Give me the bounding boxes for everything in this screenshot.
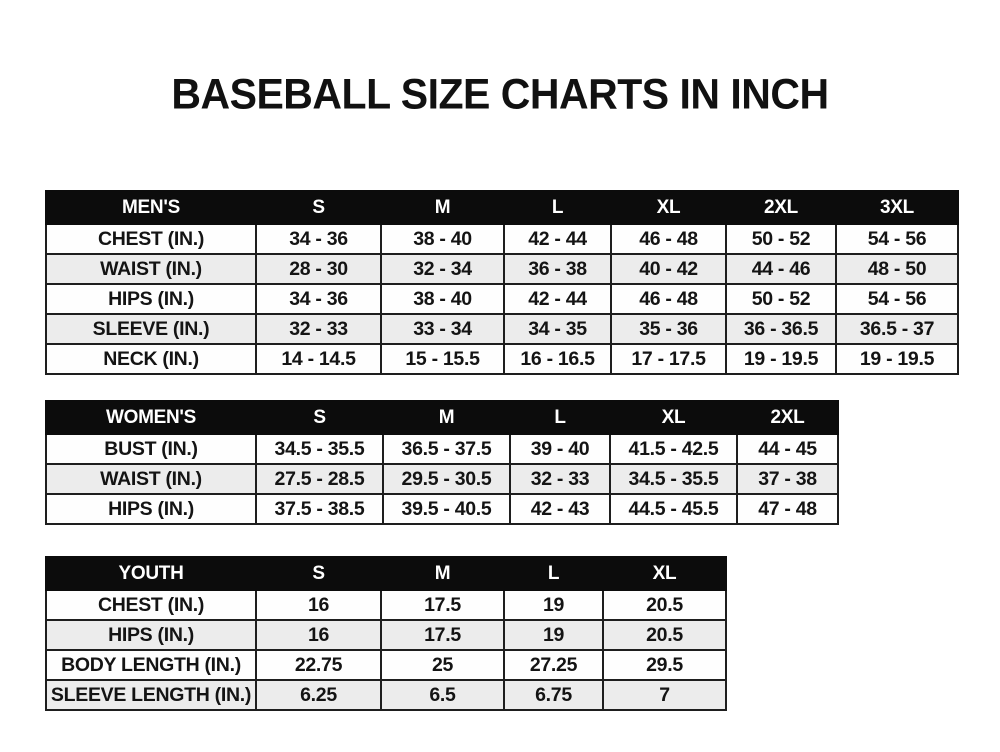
size-cell: 34.5 - 35.5 [256, 434, 383, 464]
size-cell: 15 - 15.5 [381, 344, 504, 374]
row-label: CHEST (IN.) [46, 224, 256, 254]
size-cell: 27.25 [504, 650, 603, 680]
row-label: HIPS (IN.) [46, 620, 256, 650]
table-row-neck [46, 344, 958, 374]
row-label: HIPS (IN.) [46, 494, 256, 524]
column-header-xl: XL [610, 401, 737, 434]
size-cell: 19 [504, 620, 603, 650]
row-label: WAIST (IN.) [46, 254, 256, 284]
size-cell: 54 - 56 [836, 284, 958, 314]
size-cell: 35 - 36 [611, 314, 726, 344]
table-row-hips [46, 620, 726, 650]
size-cell: 36 - 36.5 [726, 314, 836, 344]
row-label: WAIST (IN.) [46, 464, 256, 494]
page-title: BASEBALL SIZE CHARTS IN INCH [171, 70, 829, 118]
column-header-s: S [256, 191, 381, 224]
size-cell: 50 - 52 [726, 284, 836, 314]
column-header-2xl: 2XL [726, 191, 836, 224]
size-cell: 37 - 38 [737, 464, 838, 494]
table-row-chest [46, 590, 726, 620]
size-cell: 17.5 [381, 620, 504, 650]
size-cell: 17 - 17.5 [611, 344, 726, 374]
size-cell: 22.75 [256, 650, 381, 680]
table-row-hips [46, 284, 958, 314]
size-cell: 7 [603, 680, 726, 710]
size-cell: 44.5 - 45.5 [610, 494, 737, 524]
youth-size-table [45, 556, 727, 711]
size-cell: 36.5 - 37 [836, 314, 958, 344]
size-cell: 42 - 43 [510, 494, 610, 524]
size-cell: 34 - 35 [504, 314, 611, 344]
table-row-bust [46, 434, 838, 464]
size-cell: 32 - 34 [381, 254, 504, 284]
size-cell: 34 - 36 [256, 284, 381, 314]
column-header-xl: XL [603, 557, 726, 590]
mens-header-row [46, 191, 958, 224]
size-cell: 27.5 - 28.5 [256, 464, 383, 494]
size-cell: 29.5 - 30.5 [383, 464, 510, 494]
size-cell: 17.5 [381, 590, 504, 620]
size-cell: 39.5 - 40.5 [383, 494, 510, 524]
womens-size-table [45, 400, 839, 525]
size-cell: 42 - 44 [504, 224, 611, 254]
womens-header-row [46, 401, 838, 434]
row-label: BODY LENGTH (IN.) [46, 650, 256, 680]
row-label: BUST (IN.) [46, 434, 256, 464]
size-cell: 32 - 33 [510, 464, 610, 494]
table-row-waist [46, 464, 838, 494]
size-cell: 6.5 [381, 680, 504, 710]
size-cell: 36 - 38 [504, 254, 611, 284]
table-row-chest [46, 224, 958, 254]
size-cell: 47 - 48 [737, 494, 838, 524]
table-row-body-length [46, 650, 726, 680]
column-header-xl: XL [611, 191, 726, 224]
table-row-sleeve-length [46, 680, 726, 710]
size-cell: 16 [256, 590, 381, 620]
row-label: HIPS (IN.) [46, 284, 256, 314]
size-cell: 32 - 33 [256, 314, 381, 344]
size-cell: 34.5 - 35.5 [610, 464, 737, 494]
size-cell: 20.5 [603, 620, 726, 650]
size-cell: 39 - 40 [510, 434, 610, 464]
size-cell: 37.5 - 38.5 [256, 494, 383, 524]
column-header-m: M [381, 191, 504, 224]
column-header-3xl: 3XL [836, 191, 958, 224]
column-header-s: S [256, 557, 381, 590]
size-cell: 19 - 19.5 [726, 344, 836, 374]
size-cell: 54 - 56 [836, 224, 958, 254]
size-cell: 44 - 45 [737, 434, 838, 464]
size-cell: 36.5 - 37.5 [383, 434, 510, 464]
row-label: SLEEVE LENGTH (IN.) [46, 680, 256, 710]
row-label: NECK (IN.) [46, 344, 256, 374]
column-header-l: L [510, 401, 610, 434]
size-cell: 6.25 [256, 680, 381, 710]
mens-size-table [45, 190, 959, 375]
size-cell: 16 [256, 620, 381, 650]
size-cell: 6.75 [504, 680, 603, 710]
column-header-l: L [504, 557, 603, 590]
size-cell: 38 - 40 [381, 284, 504, 314]
size-cell: 41.5 - 42.5 [610, 434, 737, 464]
womens-table-title: WOMEN'S [46, 401, 256, 434]
table-row-sleeve [46, 314, 958, 344]
size-cell: 48 - 50 [836, 254, 958, 284]
column-header-l: L [504, 191, 611, 224]
size-cell: 29.5 [603, 650, 726, 680]
table-row-waist [46, 254, 958, 284]
size-cell: 14 - 14.5 [256, 344, 381, 374]
mens-table-title: MEN'S [46, 191, 256, 224]
row-label: CHEST (IN.) [46, 590, 256, 620]
size-cell: 19 - 19.5 [836, 344, 958, 374]
size-cell: 25 [381, 650, 504, 680]
column-header-2xl: 2XL [737, 401, 838, 434]
size-cell: 50 - 52 [726, 224, 836, 254]
column-header-m: M [381, 557, 504, 590]
column-header-s: S [256, 401, 383, 434]
row-label: SLEEVE (IN.) [46, 314, 256, 344]
table-row-hips [46, 494, 838, 524]
size-cell: 20.5 [603, 590, 726, 620]
size-cell: 40 - 42 [611, 254, 726, 284]
size-cell: 33 - 34 [381, 314, 504, 344]
size-cell: 28 - 30 [256, 254, 381, 284]
size-cell: 46 - 48 [611, 284, 726, 314]
size-cell: 38 - 40 [381, 224, 504, 254]
youth-table-title: YOUTH [46, 557, 256, 590]
size-cell: 42 - 44 [504, 284, 611, 314]
column-header-m: M [383, 401, 510, 434]
size-cell: 46 - 48 [611, 224, 726, 254]
size-cell: 19 [504, 590, 603, 620]
size-cell: 34 - 36 [256, 224, 381, 254]
size-cell: 16 - 16.5 [504, 344, 611, 374]
size-cell: 44 - 46 [726, 254, 836, 284]
youth-header-row [46, 557, 726, 590]
